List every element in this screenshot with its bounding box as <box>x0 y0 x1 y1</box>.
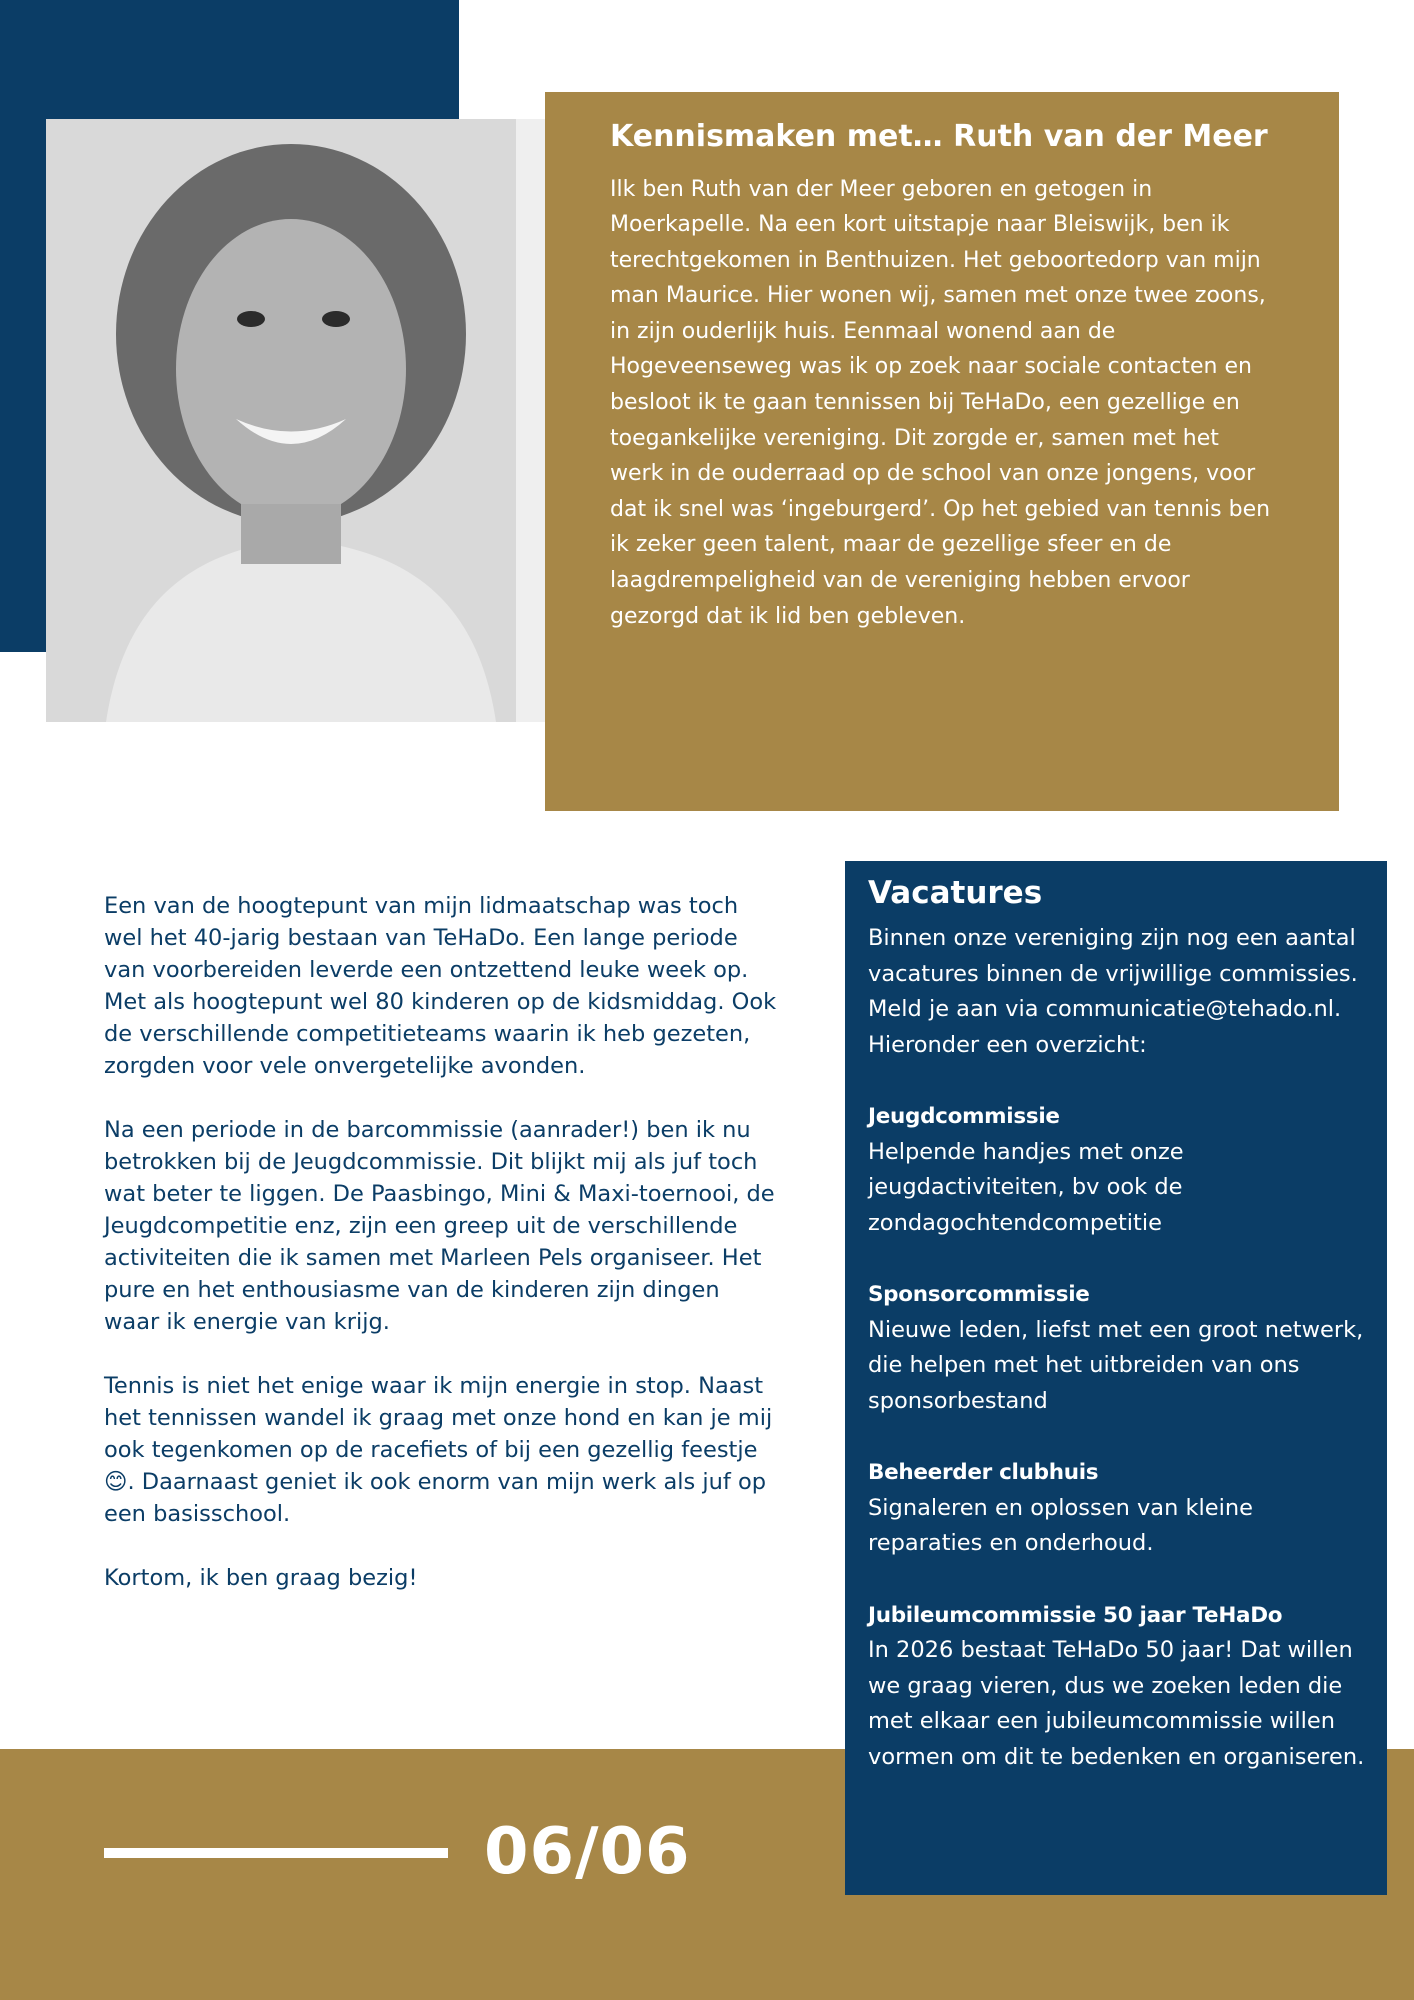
vacancy-heading: Jeugdcommissie <box>868 1104 1060 1130</box>
profile-title: Kennismaken met… Ruth van der Meer <box>610 119 1268 154</box>
portrait-photo <box>46 119 545 722</box>
vacancy-item <box>868 1455 1367 1562</box>
profile-intro-box <box>545 92 1339 811</box>
page-number: 06/06 <box>484 1815 691 1889</box>
vacancy-heading: Sponsorcommissie <box>868 1282 1090 1308</box>
vacancy-text: Signaleren en oplossen van kleine reparaties en onderhoud. <box>868 1494 1253 1557</box>
vacancy-text: In 2026 bestaat TeHaDo 50 jaar! Dat willen we graag vieren, dus we zoeken leden die met elkaar een jubileumcommissie willen vormen om dit te bedenken en organiseren. <box>868 1637 1365 1770</box>
footer-divider-line <box>104 1848 448 1858</box>
body-paragraph: Tennis is niet het enige waar ik mijn energie in stop. Naast het tennissen wandel ik graag met onze hond en kan je mij ook tegenkomen op de racefiets of bij een gezellig feestje 😊. Daarnaast geniet ik ook enorm van mijn werk als juf op een basisschool. <box>104 1373 773 1527</box>
vacatures-box <box>845 861 1387 1895</box>
body-paragraph: Kortom, ik ben graag bezig! <box>104 1565 418 1591</box>
vacancy-text: Nieuwe leden, liefst met een groot netwerk, die helpen met het uitbreiden van ons sponsorbestand <box>868 1316 1364 1415</box>
body-paragraph: Een van de hoogtepunt van mijn lidmaatschap was toch wel het 40-jarig bestaan van TeHaDo. Een lange periode van voorbereiden leverde een ontzettend leuke week op. Met als hoogtepunt wel 80 kinderen op de kidsmiddag. Ook de verschillende competitieteams waarin ik heb gezeten, zorgden voor vele onvergetelijke avonden. <box>104 893 777 1079</box>
vacancy-heading: Jubileumcommissie 50 jaar TeHaDo <box>868 1602 1283 1628</box>
vacancy-item <box>868 1277 1367 1419</box>
profile-paragraph: Ilk ben Ruth van der Meer geboren en getogen in Moerkapelle. Na een kort uitstapje naar Bleiswijk, ben ik terechtgekomen in Benthuizen. Het geboortedorp van mijn man Maurice. Hier wonen wij, samen met onze twee zoons, in zijn ouderlijk huis. Eenmaal wonend aan de Hogeveenseweg was ik op zoek naar sociale contacten en besloot ik te gaan tennissen bij TeHaDo, een gezellige en toegankelijke vereniging. Dit zorgde er, samen met het werk in de ouderraad op de school van onze jongens, voor dat ik snel was ‘ingeburgerd’. Op het gebied van tennis ben ik zeker geen talent, maar de gezellige sfeer en de laagdrempeligheid van de vereniging hebben ervoor gezorgd dat ik lid ben gebleven. <box>610 176 1271 629</box>
body-paragraph: Na een periode in de barcommissie (aanrader!) ben ik nu betrokken bij de Jeugdcommissie. Dit blijkt mij als juf toch wat beter te liggen. De Paasbingo, Mini & Maxi-toernooi, de Jeugdcompetitie enz, zijn een greep uit de verschillende activiteiten die ik samen met Marleen Pels organiseer. Het pure en het enthousiasme van de kinderen zijn dingen waar ik energie van krijg. <box>104 1117 775 1335</box>
vacancy-item <box>868 1099 1367 1241</box>
vacatures-title: Vacatures <box>868 875 1043 911</box>
vacancy-text: Helpende handjes met onze jeugdactiviteiten, bv ook de zondagochtendcompetitie <box>868 1138 1184 1237</box>
vacancy-heading: Beheerder clubhuis <box>868 1460 1099 1486</box>
vacancy-item <box>868 1598 1367 1776</box>
article-body <box>104 890 780 1626</box>
vacatures-intro: Binnen onze vereniging zijn nog een aantal vacatures binnen de vrijwillige commissies. Meld je aan via communicatie@tehado.nl. Hieronder een overzicht: <box>868 925 1358 1059</box>
